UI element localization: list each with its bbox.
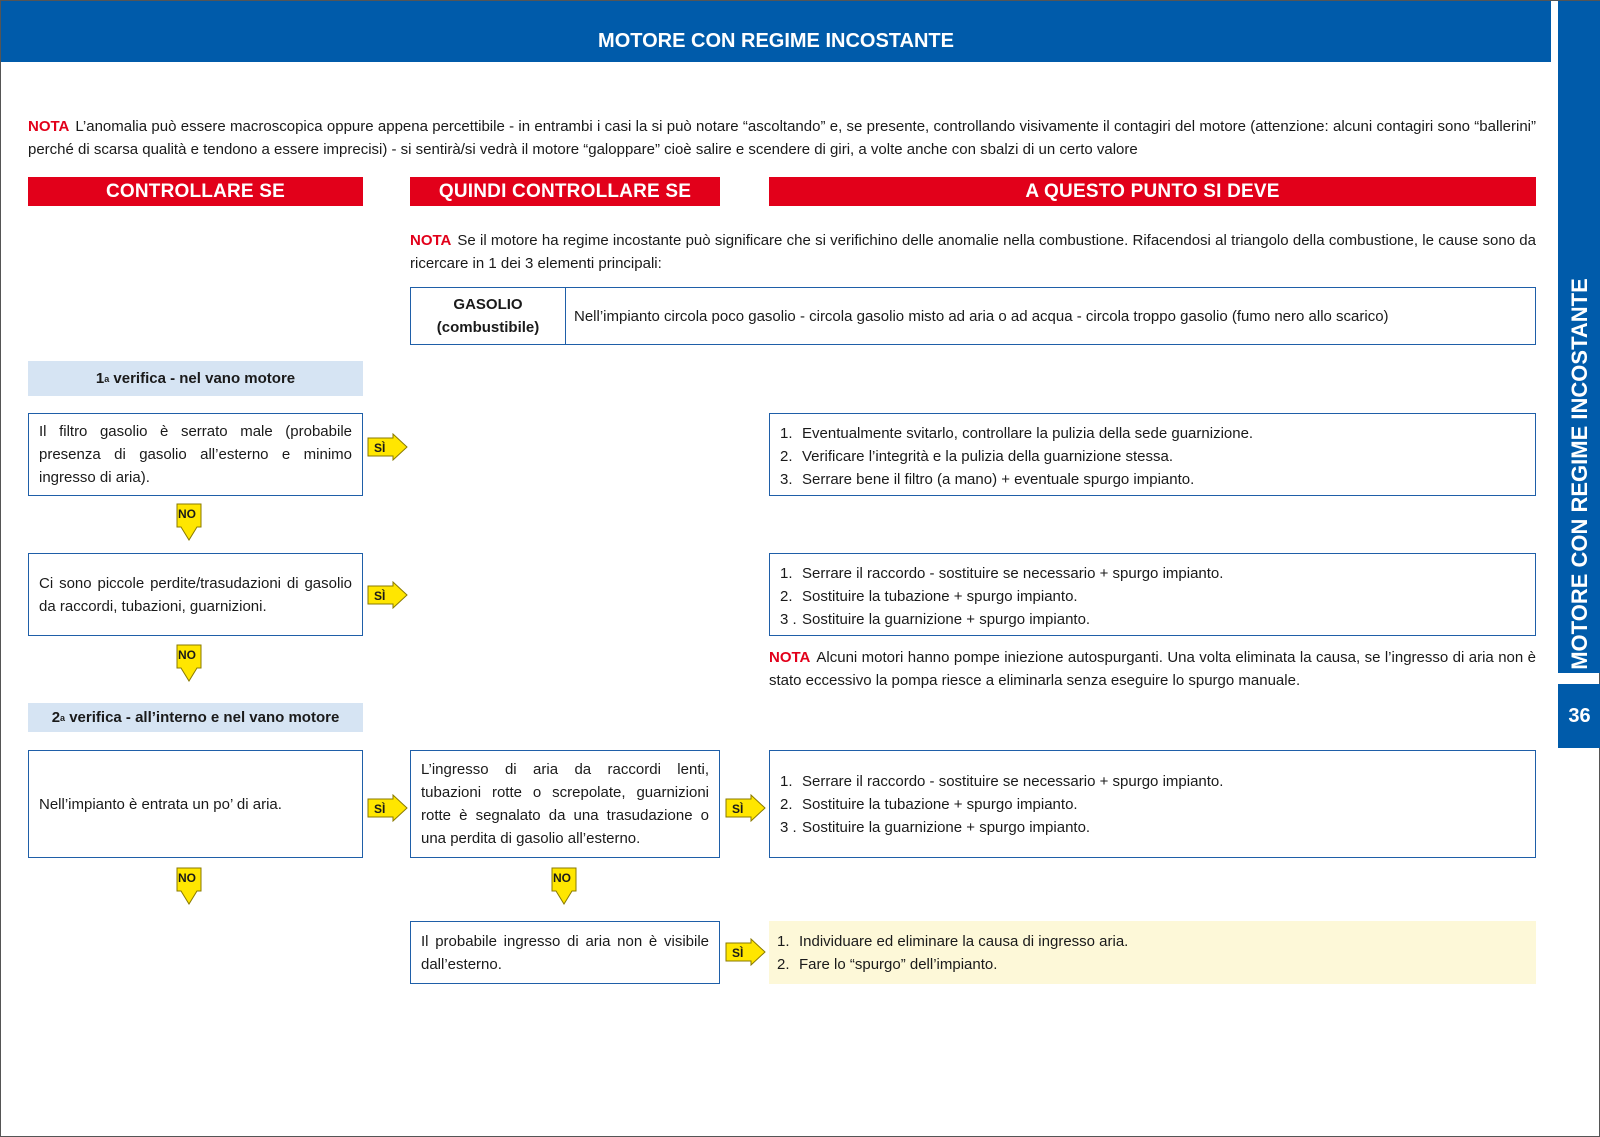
note-keyword: NOTA (410, 232, 452, 249)
autospurgo-note-text: Alcuni motori hanno pompe iniezione autospurganti. Una volta eliminata la causa, se l’ingresso di aria non è stato eccessivo la pompa riesce a eliminarla senza eseguire lo spurgo manuale. (769, 649, 1536, 689)
page-title: MOTORE CON REGIME INCOSTANTE (598, 30, 954, 52)
autospurgo-note (769, 646, 1536, 692)
svg-text:NO: NO (178, 871, 196, 885)
column-header-controllare: CONTROLLARE SE (28, 177, 363, 206)
column-header-quindi: QUINDI CONTROLLARE SE (410, 177, 720, 206)
no-arrow-icon (175, 503, 203, 541)
verifica-1-text: verifica - nel vano motore (109, 370, 296, 387)
check-perdite-text: Ci sono piccole perdite/trasudazioni di gasolio da raccordi, tubazioni, guarnizioni. (39, 574, 352, 615)
action-perdite-box (769, 553, 1536, 636)
followup-aria-box (410, 750, 720, 858)
verifica-2-label (28, 703, 363, 732)
side-tab (1558, 1, 1600, 673)
list-item: 2. Fare lo “spurgo” dell’impianto. (777, 955, 998, 973)
check-filtro-box (28, 413, 363, 496)
gasolio-description: Nell’impianto circola poco gasolio - circola gasolio misto ad aria o ad acqua - circola troppo gasolio (fumo nero allo scarico) (574, 307, 1389, 325)
yes-arrow-icon (725, 938, 767, 966)
followup-aria-text: L’ingresso di aria da raccordi lenti, tubazioni rotte o screpolate, guarnizioni rotte è segnalato da una trasudazione o una perdita di gasolio all’esterno. (421, 761, 709, 847)
yes-arrow-icon (725, 794, 767, 822)
note-keyword: NOTA (28, 118, 70, 135)
intro-note (28, 115, 1536, 161)
list-item: 1. Eventualmente svitarlo, controllare la pulizia della sede guarnizione. (780, 425, 1254, 442)
svg-text:NO: NO (178, 507, 196, 521)
verifica-1-num: 1 (95, 370, 105, 387)
svg-text:NO: NO (553, 871, 571, 885)
column-header-questo-punto: A QUESTO PUNTO SI DEVE (769, 177, 1536, 206)
svg-text:NO: NO (178, 648, 196, 662)
verifica-2-num: 2 (51, 709, 61, 726)
gasolio-label-line2: (combustibile) (436, 319, 540, 336)
action-aria-list (770, 770, 1233, 839)
combustion-note-text: Se il motore ha regime incostante può significare che si verifichino delle anomalie nella combustione. Rifacendosi al triangolo della combustione, le cause sono da ricercare in 1 dei 3 elementi principali: (410, 232, 1536, 272)
combustion-note (410, 229, 1536, 275)
check-aria-text: Nell’impianto è entrata un po’ di aria. (39, 795, 282, 813)
action-aria-nonvisibile-box (769, 921, 1536, 984)
list-item: 1. Serrare il raccordo - sostituire se necessario + spurgo impianto. (780, 772, 1224, 790)
svg-text:SÌ: SÌ (374, 802, 386, 816)
list-item: 2. Sostituire la tubazione + spurgo impianto. (780, 588, 1078, 605)
intro-note-text: L’anomalia può essere macroscopica oppure appena percettibile - in entrambi i casi la si può notare “ascoltando” e, se presente, controllando visivamente il contagiri del motore (attenzione: alcuni contagiri sono “ballerini” perché di scarsa qualità e tendono a essere imprecisi) - si sentirà/si vedrà il motore “galoppare” cioè salire e scendere di giri, a volte anche con sbalzi di un certo valore (28, 118, 1536, 158)
action-filtro-box (769, 413, 1536, 496)
check-aria-box (28, 750, 363, 858)
svg-text:SÌ: SÌ (732, 946, 744, 960)
check-perdite-box (28, 553, 363, 636)
gasolio-table (410, 287, 1536, 345)
gasolio-label-line1: GASOLIO (453, 296, 523, 313)
list-item: 3 . Sostituire la guarnizione + spurgo impianto. (780, 611, 1091, 628)
list-item: 1. Individuare ed eliminare la causa di ingresso aria. (777, 932, 1129, 950)
verifica-1-label (28, 361, 363, 396)
action-filtro-list (770, 422, 1535, 491)
verifica-1-sup: a (104, 373, 110, 384)
list-item: 3. Serrare bene il filtro (a mano) + eventuale spurgo impianto. (780, 471, 1195, 488)
yes-arrow-icon (367, 581, 409, 609)
check-aria-nonvisibile-text: Il probabile ingresso di aria non è visibile dall’esterno. (421, 932, 709, 973)
gasolio-label (411, 288, 566, 344)
list-item: 2. Verificare l’integrità e la pulizia della guarnizione stessa. (780, 448, 1174, 465)
no-arrow-icon (175, 867, 203, 905)
svg-text:SÌ: SÌ (374, 589, 386, 603)
note-keyword: NOTA (769, 649, 811, 666)
no-arrow-icon (175, 644, 203, 682)
check-aria-nonvisibile-box (410, 921, 720, 984)
verifica-2-sup: a (60, 712, 66, 723)
verifica-2-text: verifica - all’interno e nel vano motore (65, 709, 340, 726)
check-filtro-text: Il filtro gasolio è serrato male (probabile presenza di gasolio all’esterno e minimo ingresso di aria). (39, 423, 352, 486)
svg-text:SÌ: SÌ (374, 441, 386, 455)
list-item: 1. Serrare il raccordo - sostituire se necessario + spurgo impianto. (780, 565, 1224, 582)
list-item: 2. Sostituire la tubazione + spurgo impianto. (780, 795, 1078, 813)
action-aria-nonvisibile-list (769, 930, 1138, 976)
page-header (1, 1, 1551, 62)
page-number: 36 (1558, 684, 1600, 748)
action-perdite-list (770, 562, 1535, 631)
action-aria-box (769, 750, 1536, 858)
no-arrow-icon (550, 867, 578, 905)
list-item: 3 . Sostituire la guarnizione + spurgo impianto. (780, 818, 1091, 836)
yes-arrow-icon (367, 794, 409, 822)
svg-text:SÌ: SÌ (732, 802, 744, 816)
side-tab-title: MOTORE CON REGIME INCOSTANTE (1566, 278, 1592, 670)
yes-arrow-icon (367, 433, 409, 461)
